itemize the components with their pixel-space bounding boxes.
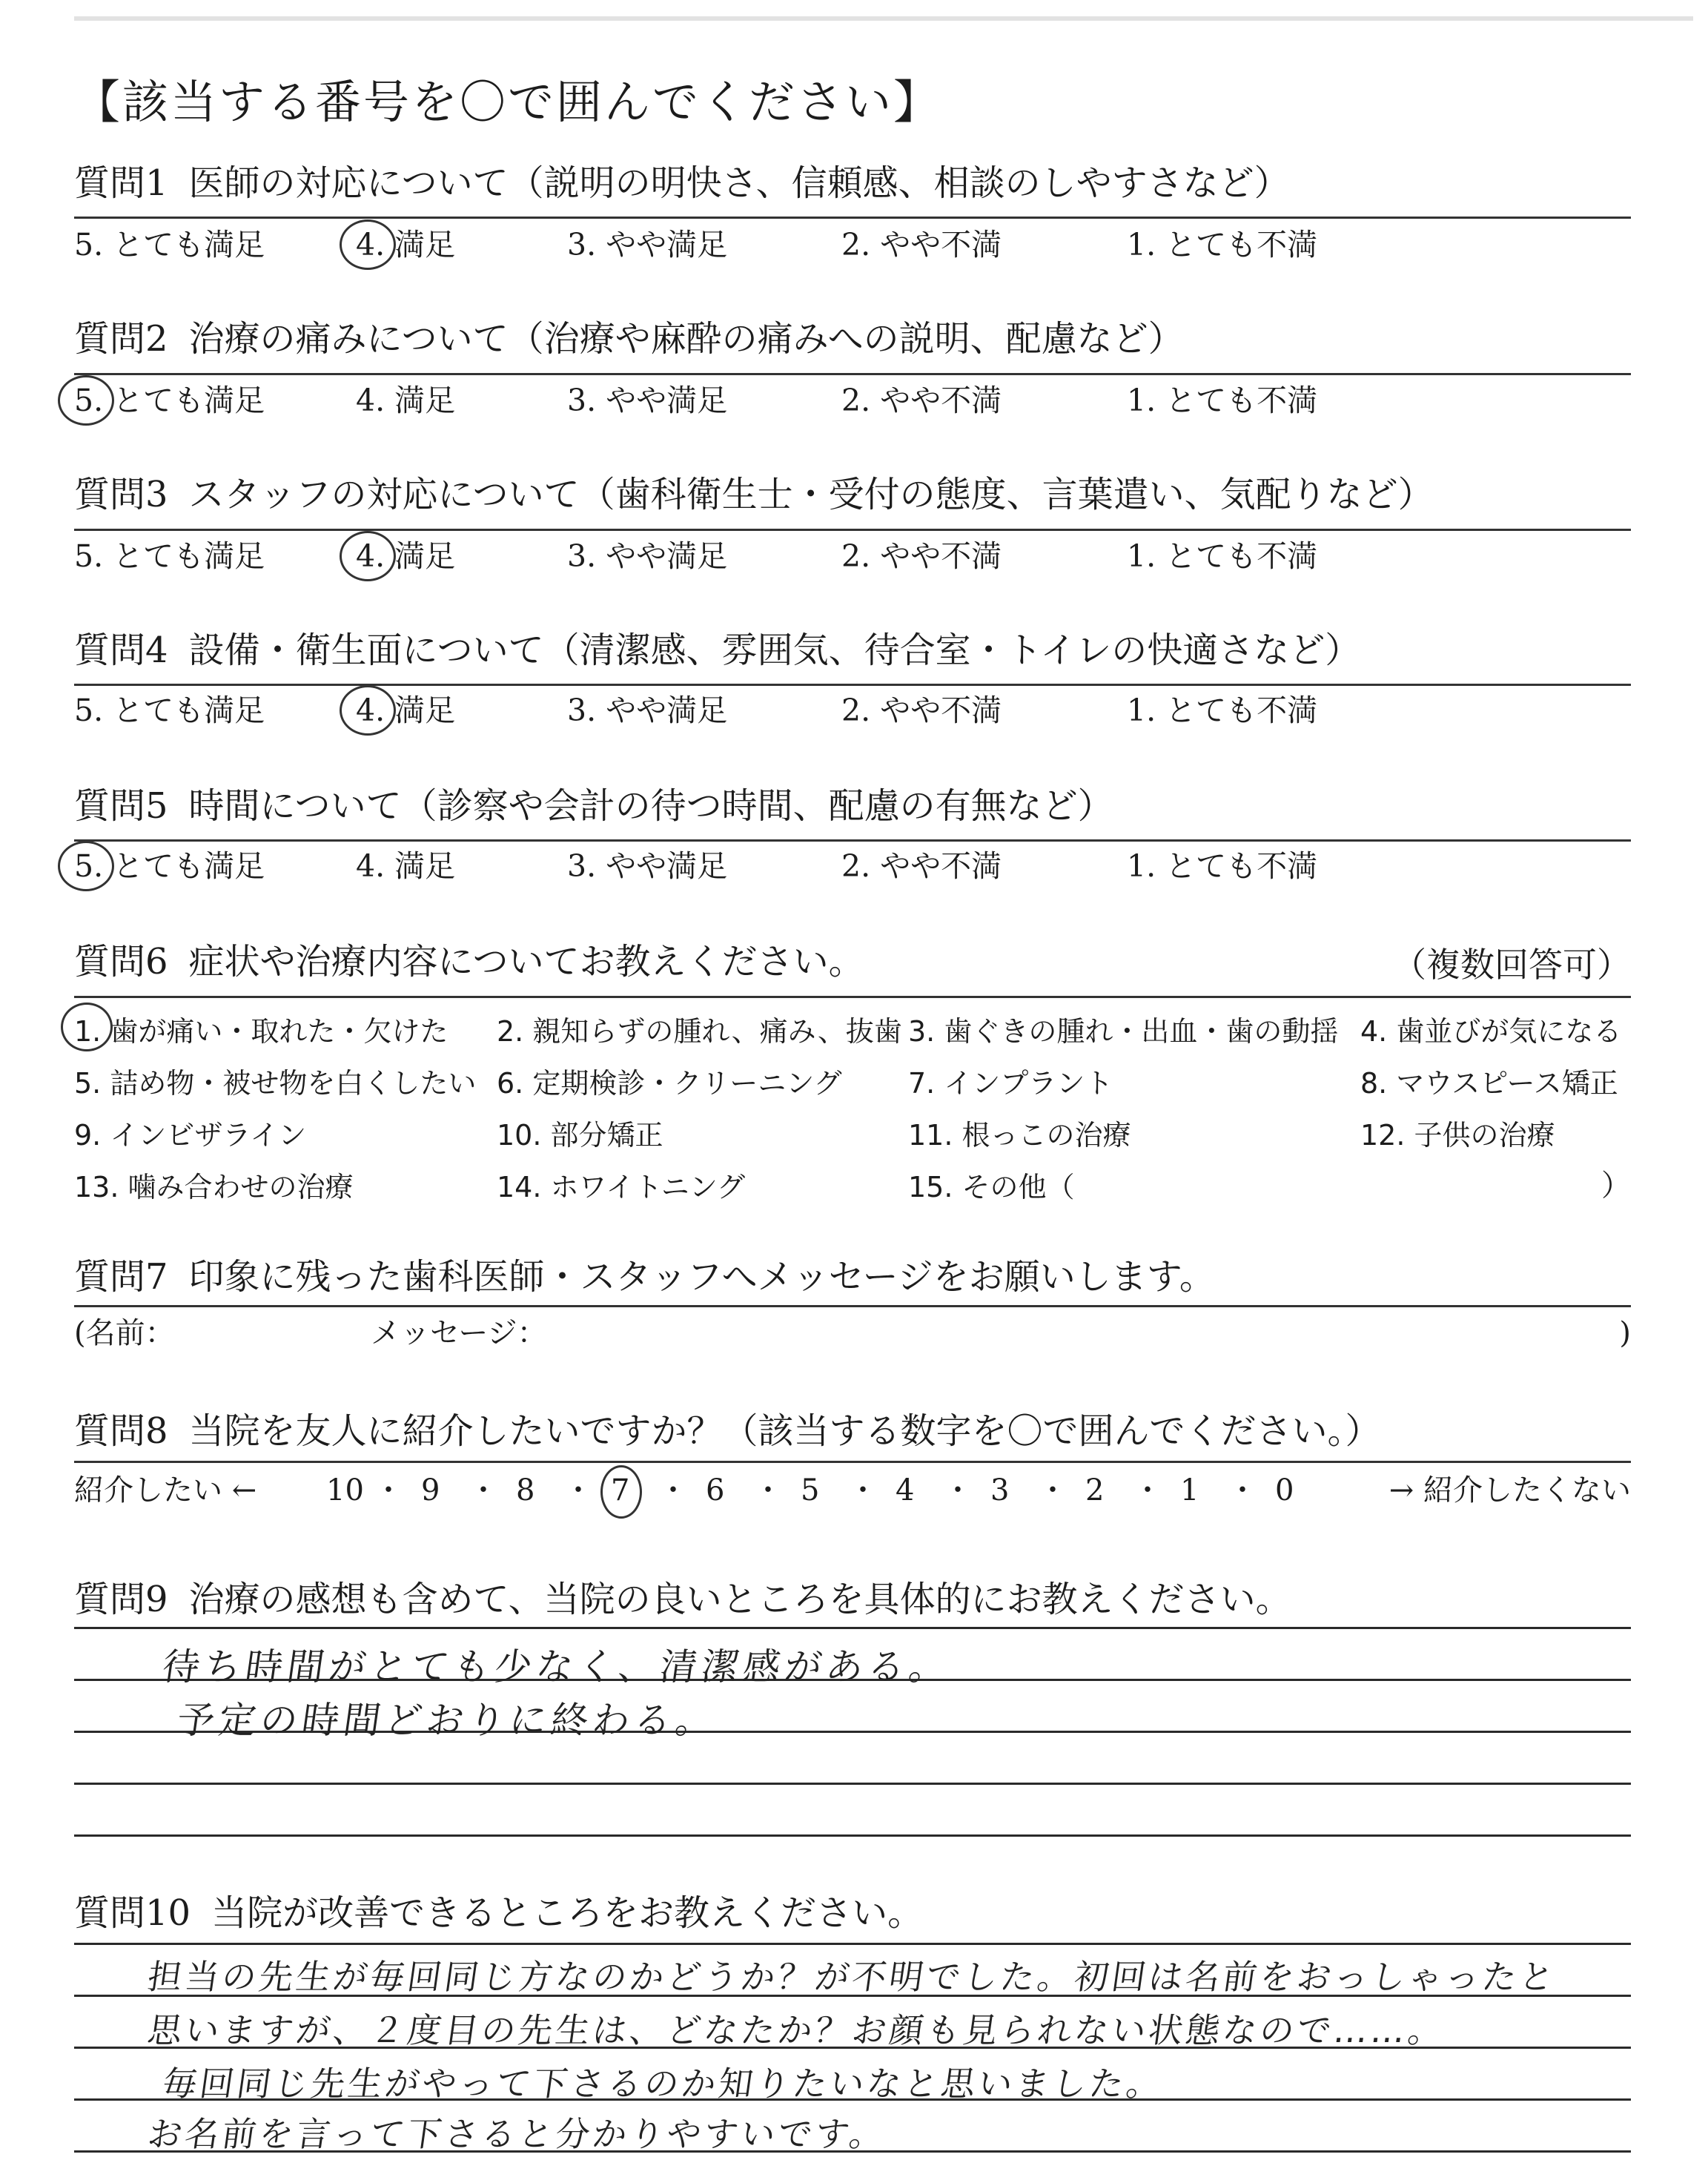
symptom-option-2[interactable]: 2. 親知らずの腫れ、痛み、抜歯 bbox=[497, 1015, 902, 1048]
scale-separator: ・ bbox=[943, 1473, 973, 1507]
recommend-score-9[interactable]: 9 bbox=[421, 1473, 440, 1507]
selection-circle bbox=[58, 841, 114, 891]
question-rule bbox=[74, 217, 1631, 219]
symptom-option-12[interactable]: 12. 子供の治療 bbox=[1360, 1119, 1555, 1152]
q10-handwritten-line-4: お名前を言って下さると分かりやすいです。 bbox=[145, 2114, 890, 2154]
question-3 bbox=[74, 471, 1631, 518]
rating-option-4[interactable]: 4. 満足 bbox=[356, 848, 456, 884]
rating-option-3[interactable]: 3. やや満足 bbox=[567, 383, 728, 418]
question-number: 質問5 bbox=[74, 785, 168, 827]
other-close-paren: ） bbox=[1601, 1169, 1631, 1203]
recommend-score-10[interactable]: 10 bbox=[326, 1473, 364, 1507]
question-rule bbox=[74, 373, 1631, 375]
recommend-score-3[interactable]: 3 bbox=[990, 1473, 1010, 1507]
rating-option-4[interactable]: 4. 満足 bbox=[356, 538, 456, 574]
selection-circle bbox=[61, 1003, 113, 1051]
question-1 bbox=[74, 159, 1631, 207]
symptom-option-9[interactable]: 9. インビザライン bbox=[74, 1119, 307, 1152]
q7-fields bbox=[74, 1311, 1631, 1355]
symptom-option-11[interactable]: 11. 根っこの治療 bbox=[908, 1119, 1131, 1152]
question-rule bbox=[74, 839, 1631, 842]
question-number: 質問1 bbox=[74, 162, 168, 204]
scale-separator: ・ bbox=[848, 1473, 878, 1507]
q1-options bbox=[74, 222, 1631, 267]
question-text: 時間について（診察や会計の待つ時間、配慮の有無など） bbox=[188, 785, 1113, 827]
q9-handwritten-line-2: 予定の時間どおりに終わる。 bbox=[174, 1699, 721, 1742]
symptom-option-10[interactable]: 10. 部分矯正 bbox=[497, 1119, 663, 1152]
symptom-option-14[interactable]: 14. ホワイトニング bbox=[497, 1171, 746, 1203]
recommend-score-7[interactable]: 7 bbox=[611, 1473, 630, 1507]
q9-handwritten-line-1: 待ち時間がとても少なく、清潔感がある。 bbox=[159, 1645, 954, 1688]
question-number: 質問8 bbox=[74, 1410, 168, 1452]
scale-separator: ・ bbox=[469, 1473, 498, 1507]
rating-option-3[interactable]: 3. やや満足 bbox=[567, 693, 728, 728]
rating-option-2[interactable]: 2. やや不満 bbox=[841, 848, 1002, 884]
question-8 bbox=[74, 1407, 1631, 1455]
symptom-option-1[interactable]: 1. 歯が痛い・取れた・欠けた bbox=[74, 1015, 448, 1048]
rating-option-5[interactable]: 5. とても満足 bbox=[74, 848, 265, 884]
rating-option-2[interactable]: 2. やや不満 bbox=[841, 693, 1002, 728]
question-text: 設備・衛生面について（清潔感、雰囲気、待合室・トイレの快適さなど） bbox=[188, 630, 1361, 671]
rating-option-2[interactable]: 2. やや不満 bbox=[841, 538, 1002, 574]
question-text: 医師の対応について（説明の明快さ、信頼感、相談のしやすさなど） bbox=[188, 162, 1290, 204]
question-number: 質問6 bbox=[74, 941, 168, 982]
q10-handwritten-line-3: 毎回同じ先生がやって下さるのか知りたいなと思いました。 bbox=[159, 2064, 1167, 2104]
selection-circle bbox=[340, 219, 396, 270]
recommend-score-1[interactable]: 1 bbox=[1180, 1473, 1199, 1507]
close-paren: ) bbox=[1619, 1316, 1631, 1350]
question-6 bbox=[74, 938, 1631, 985]
question-rule bbox=[74, 529, 1631, 531]
question-9 bbox=[74, 1576, 1631, 1623]
scale-separator: ・ bbox=[658, 1473, 688, 1507]
question-rule bbox=[74, 996, 1631, 998]
question-text: 当院を友人に紹介したいですか？（該当する数字を〇で囲んでください。） bbox=[188, 1410, 1381, 1452]
q8-scale bbox=[74, 1467, 1631, 1514]
q2-options bbox=[74, 378, 1631, 423]
rating-option-3[interactable]: 3. やや満足 bbox=[567, 538, 728, 574]
rating-option-5[interactable]: 5. とても満足 bbox=[74, 227, 265, 262]
q10-handwritten-line-2: 思いますが、２度目の先生は、どなたか？お顔も見られない状態なので……。 bbox=[145, 2010, 1449, 2050]
q6-options bbox=[74, 1008, 1631, 1223]
recommend-score-4[interactable]: 4 bbox=[896, 1473, 915, 1507]
question-text: スタッフの対応について（歯科衛生士・受付の態度、言葉遣い、気配りなど） bbox=[188, 474, 1434, 515]
question-number: 質問9 bbox=[74, 1579, 168, 1620]
rating-option-1[interactable]: 1. とても不満 bbox=[1127, 848, 1318, 884]
rating-option-5[interactable]: 5. とても満足 bbox=[74, 383, 265, 418]
question-rule bbox=[74, 1461, 1631, 1463]
symptom-option-15[interactable]: 15. その他（ bbox=[908, 1171, 1075, 1203]
rating-option-5[interactable]: 5. とても満足 bbox=[74, 693, 265, 728]
rating-option-1[interactable]: 1. とても不満 bbox=[1127, 383, 1318, 418]
recommend-score-5[interactable]: 5 bbox=[801, 1473, 820, 1507]
symptom-option-8[interactable]: 8. マウスピース矯正 bbox=[1360, 1067, 1618, 1100]
q4-options bbox=[74, 688, 1631, 733]
question-number: 質問10 bbox=[74, 1892, 191, 1934]
scan-edge bbox=[74, 16, 1693, 21]
q3-options bbox=[74, 534, 1631, 578]
question-5 bbox=[74, 782, 1631, 830]
recommend-score-0[interactable]: 0 bbox=[1275, 1473, 1294, 1507]
answer-line bbox=[74, 1627, 1631, 1629]
selection-circle bbox=[340, 685, 396, 736]
selection-circle bbox=[600, 1465, 642, 1519]
scale-left-label: 紹介したい ← bbox=[74, 1473, 257, 1507]
recommend-score-8[interactable]: 8 bbox=[516, 1473, 535, 1507]
scale-separator: ・ bbox=[563, 1473, 593, 1507]
q5-options bbox=[74, 844, 1631, 888]
question-rule bbox=[74, 1305, 1631, 1307]
rating-option-5[interactable]: 5. とても満足 bbox=[74, 538, 265, 574]
recommend-score-2[interactable]: 2 bbox=[1085, 1473, 1105, 1507]
question-number: 質問3 bbox=[74, 474, 168, 515]
symptom-option-13[interactable]: 13. 噛み合わせの治療 bbox=[74, 1171, 354, 1203]
question-text: 症状や治療内容についてお教えください。 bbox=[188, 941, 864, 982]
rating-option-4[interactable]: 4. 満足 bbox=[356, 227, 456, 262]
symptom-option-4[interactable]: 4. 歯並びが気になる bbox=[1360, 1015, 1622, 1048]
question-4 bbox=[74, 627, 1631, 674]
question-number: 質問4 bbox=[74, 630, 168, 671]
scale-right-label: → 紹介したくない bbox=[1388, 1473, 1631, 1507]
scale-separator: ・ bbox=[1133, 1473, 1162, 1507]
page-title: 【該当する番号を〇で囲んでください】 bbox=[74, 75, 942, 129]
message-label: メッセージ： bbox=[371, 1316, 547, 1350]
answer-line bbox=[74, 1943, 1631, 1945]
symptom-option-7[interactable]: 7. インプラント bbox=[908, 1067, 1113, 1100]
question-10 bbox=[74, 1889, 1631, 1937]
scale-separator: ・ bbox=[753, 1473, 783, 1507]
symptom-option-6[interactable]: 6. 定期検診・クリーニング bbox=[497, 1067, 842, 1100]
answer-line bbox=[74, 1834, 1631, 1837]
rating-option-4[interactable]: 4. 満足 bbox=[356, 383, 456, 418]
selection-circle bbox=[58, 375, 114, 426]
question-text: 治療の感想も含めて、当院の良いところを具体的にお教えください。 bbox=[188, 1579, 1291, 1620]
question-text: 当院が改善できるところをお教えください。 bbox=[211, 1892, 924, 1934]
symptom-option-3[interactable]: 3. 歯ぐきの腫れ・出血・歯の動揺 bbox=[908, 1015, 1339, 1048]
scale-separator: ・ bbox=[1228, 1473, 1257, 1507]
question-rule bbox=[74, 684, 1631, 686]
scale-separator: ・ bbox=[1038, 1473, 1068, 1507]
multiple-answers-note: （複数回答可） bbox=[1392, 945, 1631, 985]
recommend-score-6[interactable]: 6 bbox=[706, 1473, 725, 1507]
rating-option-2[interactable]: 2. やや不満 bbox=[841, 227, 1002, 262]
rating-option-2[interactable]: 2. やや不満 bbox=[841, 383, 1002, 418]
rating-option-4[interactable]: 4. 満足 bbox=[356, 693, 456, 728]
question-text: 治療の痛みについて（治療や麻酔の痛みへの説明、配慮など） bbox=[188, 318, 1184, 360]
rating-option-1[interactable]: 1. とても不満 bbox=[1127, 693, 1318, 728]
question-text: 印象に残った歯科医師・スタッフへメッセージをお願いします。 bbox=[188, 1256, 1215, 1298]
name-label: (名前： bbox=[74, 1316, 175, 1350]
question-number: 質問7 bbox=[74, 1256, 168, 1298]
question-2 bbox=[74, 315, 1631, 363]
question-7 bbox=[74, 1253, 1631, 1301]
symptom-option-5[interactable]: 5. 詰め物・被せ物を白くしたい bbox=[74, 1067, 477, 1100]
rating-option-1[interactable]: 1. とても不満 bbox=[1127, 538, 1318, 574]
selection-circle bbox=[340, 531, 396, 581]
rating-option-3[interactable]: 3. やや満足 bbox=[567, 848, 728, 884]
scale-separator: ・ bbox=[374, 1473, 403, 1507]
rating-option-1[interactable]: 1. とても不満 bbox=[1127, 227, 1318, 262]
question-number: 質問2 bbox=[74, 318, 168, 360]
q10-handwritten-line-1: 担当の先生が毎回同じ方なのかどうか？が不明でした。初回は名前をおっしゃったと bbox=[145, 1957, 1560, 1997]
rating-option-3[interactable]: 3. やや満足 bbox=[567, 227, 728, 262]
answer-line bbox=[74, 1783, 1631, 1785]
